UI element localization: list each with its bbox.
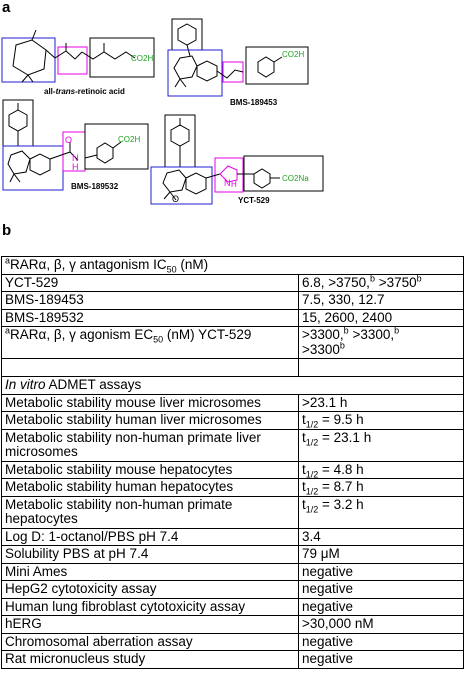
- assay-cell: Rat micronucleus study: [2, 651, 299, 669]
- table-row: [2, 412, 464, 430]
- table-row: [2, 528, 464, 546]
- atra-compound-name: all-trans-retinoic acid: [44, 87, 125, 96]
- yct529-pyrrole-n: N: [224, 178, 231, 188]
- assay-cell: Chromosomal aberration assay: [2, 633, 299, 651]
- value-cell: negative: [299, 563, 464, 581]
- agonism-value-cell: >3300,$^b$ >3300,$^b$ $>3300^b$: [299, 327, 464, 359]
- bms189532-compound-name: BMS-189532: [71, 182, 119, 191]
- panel-label-b: b: [2, 222, 12, 239]
- atra-cyclohexene-ring: [13, 40, 46, 75]
- agonism-row: [2, 327, 464, 359]
- yct529-salt-group: CO2Na: [282, 174, 309, 183]
- assay-cell: Metabolic stability non-human primate liver microsomes: [2, 429, 299, 461]
- yct529-compound-name: YCT-529: [238, 196, 270, 205]
- table-row: [2, 546, 464, 564]
- atra-linker-box: [58, 47, 87, 74]
- table-row: [2, 292, 464, 310]
- empty-cell: [2, 359, 299, 377]
- bms189532-tetrahydronaphthalene-box: [3, 146, 63, 190]
- value-cell: $t_{1/2} = 23.1$ h: [299, 429, 464, 461]
- bms189532-benzoic-box: [85, 124, 148, 169]
- value-cell: $t_{1/2} = 4.8$ h: [299, 461, 464, 479]
- assay-cell: hERG: [2, 616, 299, 634]
- assay-cell: Metabolic stability mouse liver microsomes: [2, 394, 299, 412]
- bms189532-amide-n: N: [72, 153, 79, 163]
- value-cell: 15, 2600, 2400: [299, 309, 464, 327]
- table-row: [2, 633, 464, 651]
- value-cell: 7.5, 330, 12.7: [299, 292, 464, 310]
- atra-acid-group: CO2H: [131, 54, 154, 63]
- assay-cell: Solubility PBS at pH 7.4: [2, 546, 299, 564]
- assay-cell: Log D: 1-octanol/PBS pH 7.4: [2, 528, 299, 546]
- assay-cell: Metabolic stability non-human primate hepatocytes: [2, 496, 299, 528]
- panel-label-a: a: [2, 0, 11, 16]
- empty-row: [2, 359, 464, 377]
- table-row: [2, 598, 464, 616]
- structure-bms189532: [3, 100, 148, 190]
- bms189532-amide-h: H: [72, 162, 79, 172]
- admet-header: In vitro ADMET assays: [2, 377, 464, 395]
- compound-cell: YCT-529: [2, 274, 299, 292]
- table-row: [2, 651, 464, 669]
- yct529-pyrrole-h: H: [231, 180, 237, 189]
- bms189532-acid-group: CO2H: [118, 135, 141, 144]
- table-row: [2, 461, 464, 479]
- value-cell: >30,000 nM: [299, 616, 464, 634]
- admet-header-row: [2, 377, 464, 395]
- compound-cell: BMS-189453: [2, 292, 299, 310]
- table-row: [2, 563, 464, 581]
- bms189532-amide-o: O: [65, 135, 73, 145]
- table-row: [2, 581, 464, 599]
- structure-bms189453: [168, 19, 308, 96]
- agonism-label-cell: $^a$RARα, β, γ agonism $EC_{50}$ (nM) YCT-529: [2, 327, 299, 359]
- assay-cell: Metabolic stability human hepatocytes: [2, 479, 299, 497]
- value-cell: negative: [299, 581, 464, 599]
- chemical-structures-figure: [0, 14, 464, 214]
- value-cell: negative: [299, 633, 464, 651]
- compound-cell: BMS-189532: [2, 309, 299, 327]
- value-cell: >23.1 h: [299, 394, 464, 412]
- table-row: [2, 616, 464, 634]
- table-row: [2, 274, 464, 292]
- assay-cell: Metabolic stability mouse hepatocytes: [2, 461, 299, 479]
- bms189453-compound-name: BMS-189453: [230, 98, 278, 107]
- empty-cell: [299, 359, 464, 377]
- value-cell: $t_{1/2} = 3.2$ h: [299, 496, 464, 528]
- table-row: [2, 394, 464, 412]
- assay-cell: HepG2 cytotoxicity assay: [2, 581, 299, 599]
- value-cell: $t_{1/2} = 9.5$ h: [299, 412, 464, 430]
- table-row: [2, 309, 464, 327]
- structure-yct529: [151, 115, 323, 204]
- value-cell: negative: [299, 651, 464, 669]
- bms189453-acid-group: CO2H: [282, 50, 305, 59]
- yct529-ring-oxygen: O: [172, 194, 180, 204]
- table-row: [2, 496, 464, 528]
- value-cell: $t_{1/2} = 8.7$ h: [299, 479, 464, 497]
- table-row: [2, 429, 464, 461]
- antagonism-header-row: [2, 257, 464, 275]
- assay-cell: Human lung fibroblast cytotoxicity assay: [2, 598, 299, 616]
- antagonism-header: $^a$RARα, β, γ antagonism $IC_{50}$ (nM): [2, 257, 464, 275]
- value-cell: 79 μM: [299, 546, 464, 564]
- value-cell: 6.8, $>3750,^b >3750^b$: [299, 274, 464, 292]
- structure-atra: [2, 30, 154, 82]
- bms189453-tetrahydronaphthalene-box: [168, 50, 222, 96]
- table-row: [2, 479, 464, 497]
- value-cell: 3.4: [299, 528, 464, 546]
- assay-cell: Mini Ames: [2, 563, 299, 581]
- admet-table: [1, 256, 464, 669]
- value-cell: negative: [299, 598, 464, 616]
- assay-cell: Metabolic stability human liver microsomes: [2, 412, 299, 430]
